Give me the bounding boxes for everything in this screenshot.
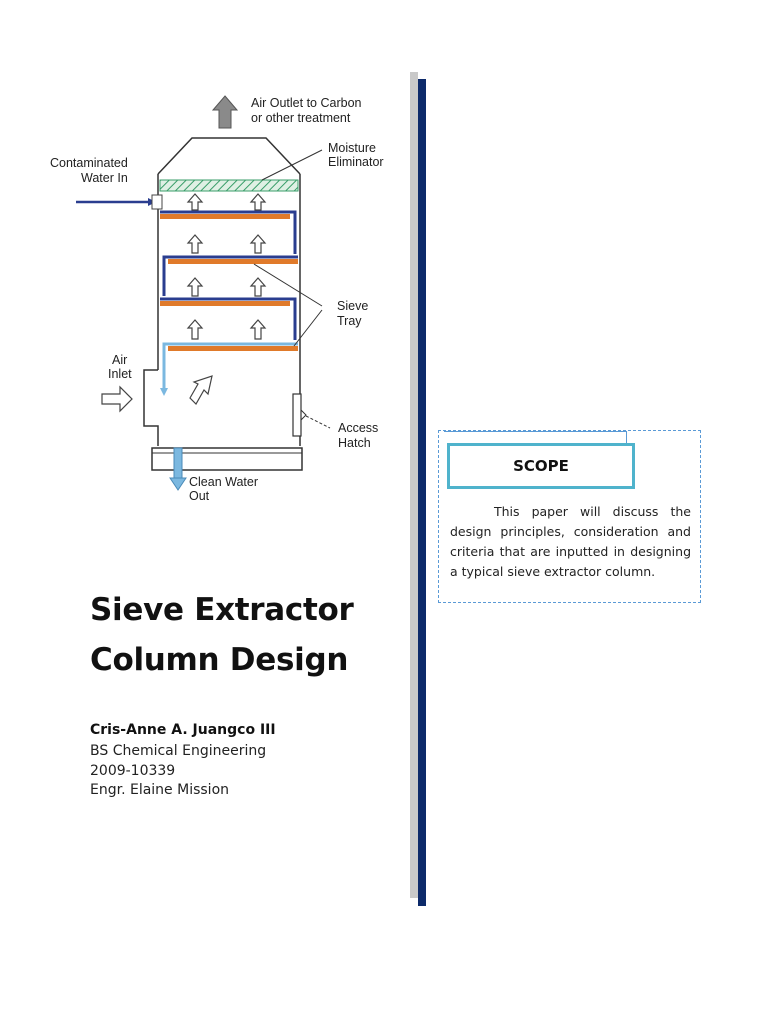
scope-box <box>438 430 701 603</box>
author-block <box>90 722 276 801</box>
sieve-tray-2 <box>168 259 298 264</box>
air-inlet-label-1: Air <box>112 353 128 367</box>
contaminated-label-1: Contaminated <box>50 156 128 170</box>
air-outlet-label-2: or other treatment <box>251 111 351 125</box>
moisture-eliminator <box>160 180 298 191</box>
access-hatch-label-2: Hatch <box>338 436 371 450</box>
sieve-tray-label-1: Sieve <box>337 299 369 313</box>
air-inlet-label-2: Inlet <box>108 367 132 381</box>
air-inlet-arrow <box>102 387 132 411</box>
air-outlet-arrow <box>213 96 237 128</box>
document-title-line-2: Column Design <box>90 642 349 678</box>
vertical-divider-shadow <box>410 72 418 898</box>
clean-water-outlet <box>174 448 182 478</box>
clean-water-label-1: Clean Water <box>189 475 259 489</box>
air-inlet-opening <box>144 370 158 446</box>
document-title-line-1: Sieve Extractor <box>90 592 354 628</box>
sieve-tray-1 <box>160 214 290 219</box>
sieve-tray-4 <box>168 346 298 351</box>
moisture-label-1: Moisture <box>328 141 376 155</box>
author-name: Cris-Anne A. Juangco III <box>90 722 276 738</box>
air-swirl-arrow <box>190 376 212 404</box>
scope-heading: SCOPE <box>447 443 635 489</box>
contaminated-label-2: Water In <box>81 171 128 185</box>
sieve-tray-3 <box>160 301 290 306</box>
author-program: BS Chemical Engineering <box>90 743 267 759</box>
author-student-number: 2009-10339 <box>90 762 176 779</box>
column-roof <box>158 138 300 174</box>
author-adviser: Engr. Elaine Mission <box>90 782 230 798</box>
vertical-divider <box>418 79 426 906</box>
air-outlet-label-1: Air Outlet to Carbon <box>251 96 362 110</box>
sieve-tray-label-2: Tray <box>337 314 362 328</box>
moisture-label-2: Eliminator <box>328 155 384 169</box>
clean-water-label-2: Out <box>189 489 210 503</box>
inlet-nozzle <box>152 195 162 209</box>
access-hatch-label-1: Access <box>338 421 379 435</box>
access-hatch <box>293 394 301 436</box>
scope-body: This paper will discuss the design principles, consideration and criteria that are inputted in designing a typical sieve extractor column. <box>450 504 691 579</box>
scrubber-column-diagram <box>40 88 410 508</box>
